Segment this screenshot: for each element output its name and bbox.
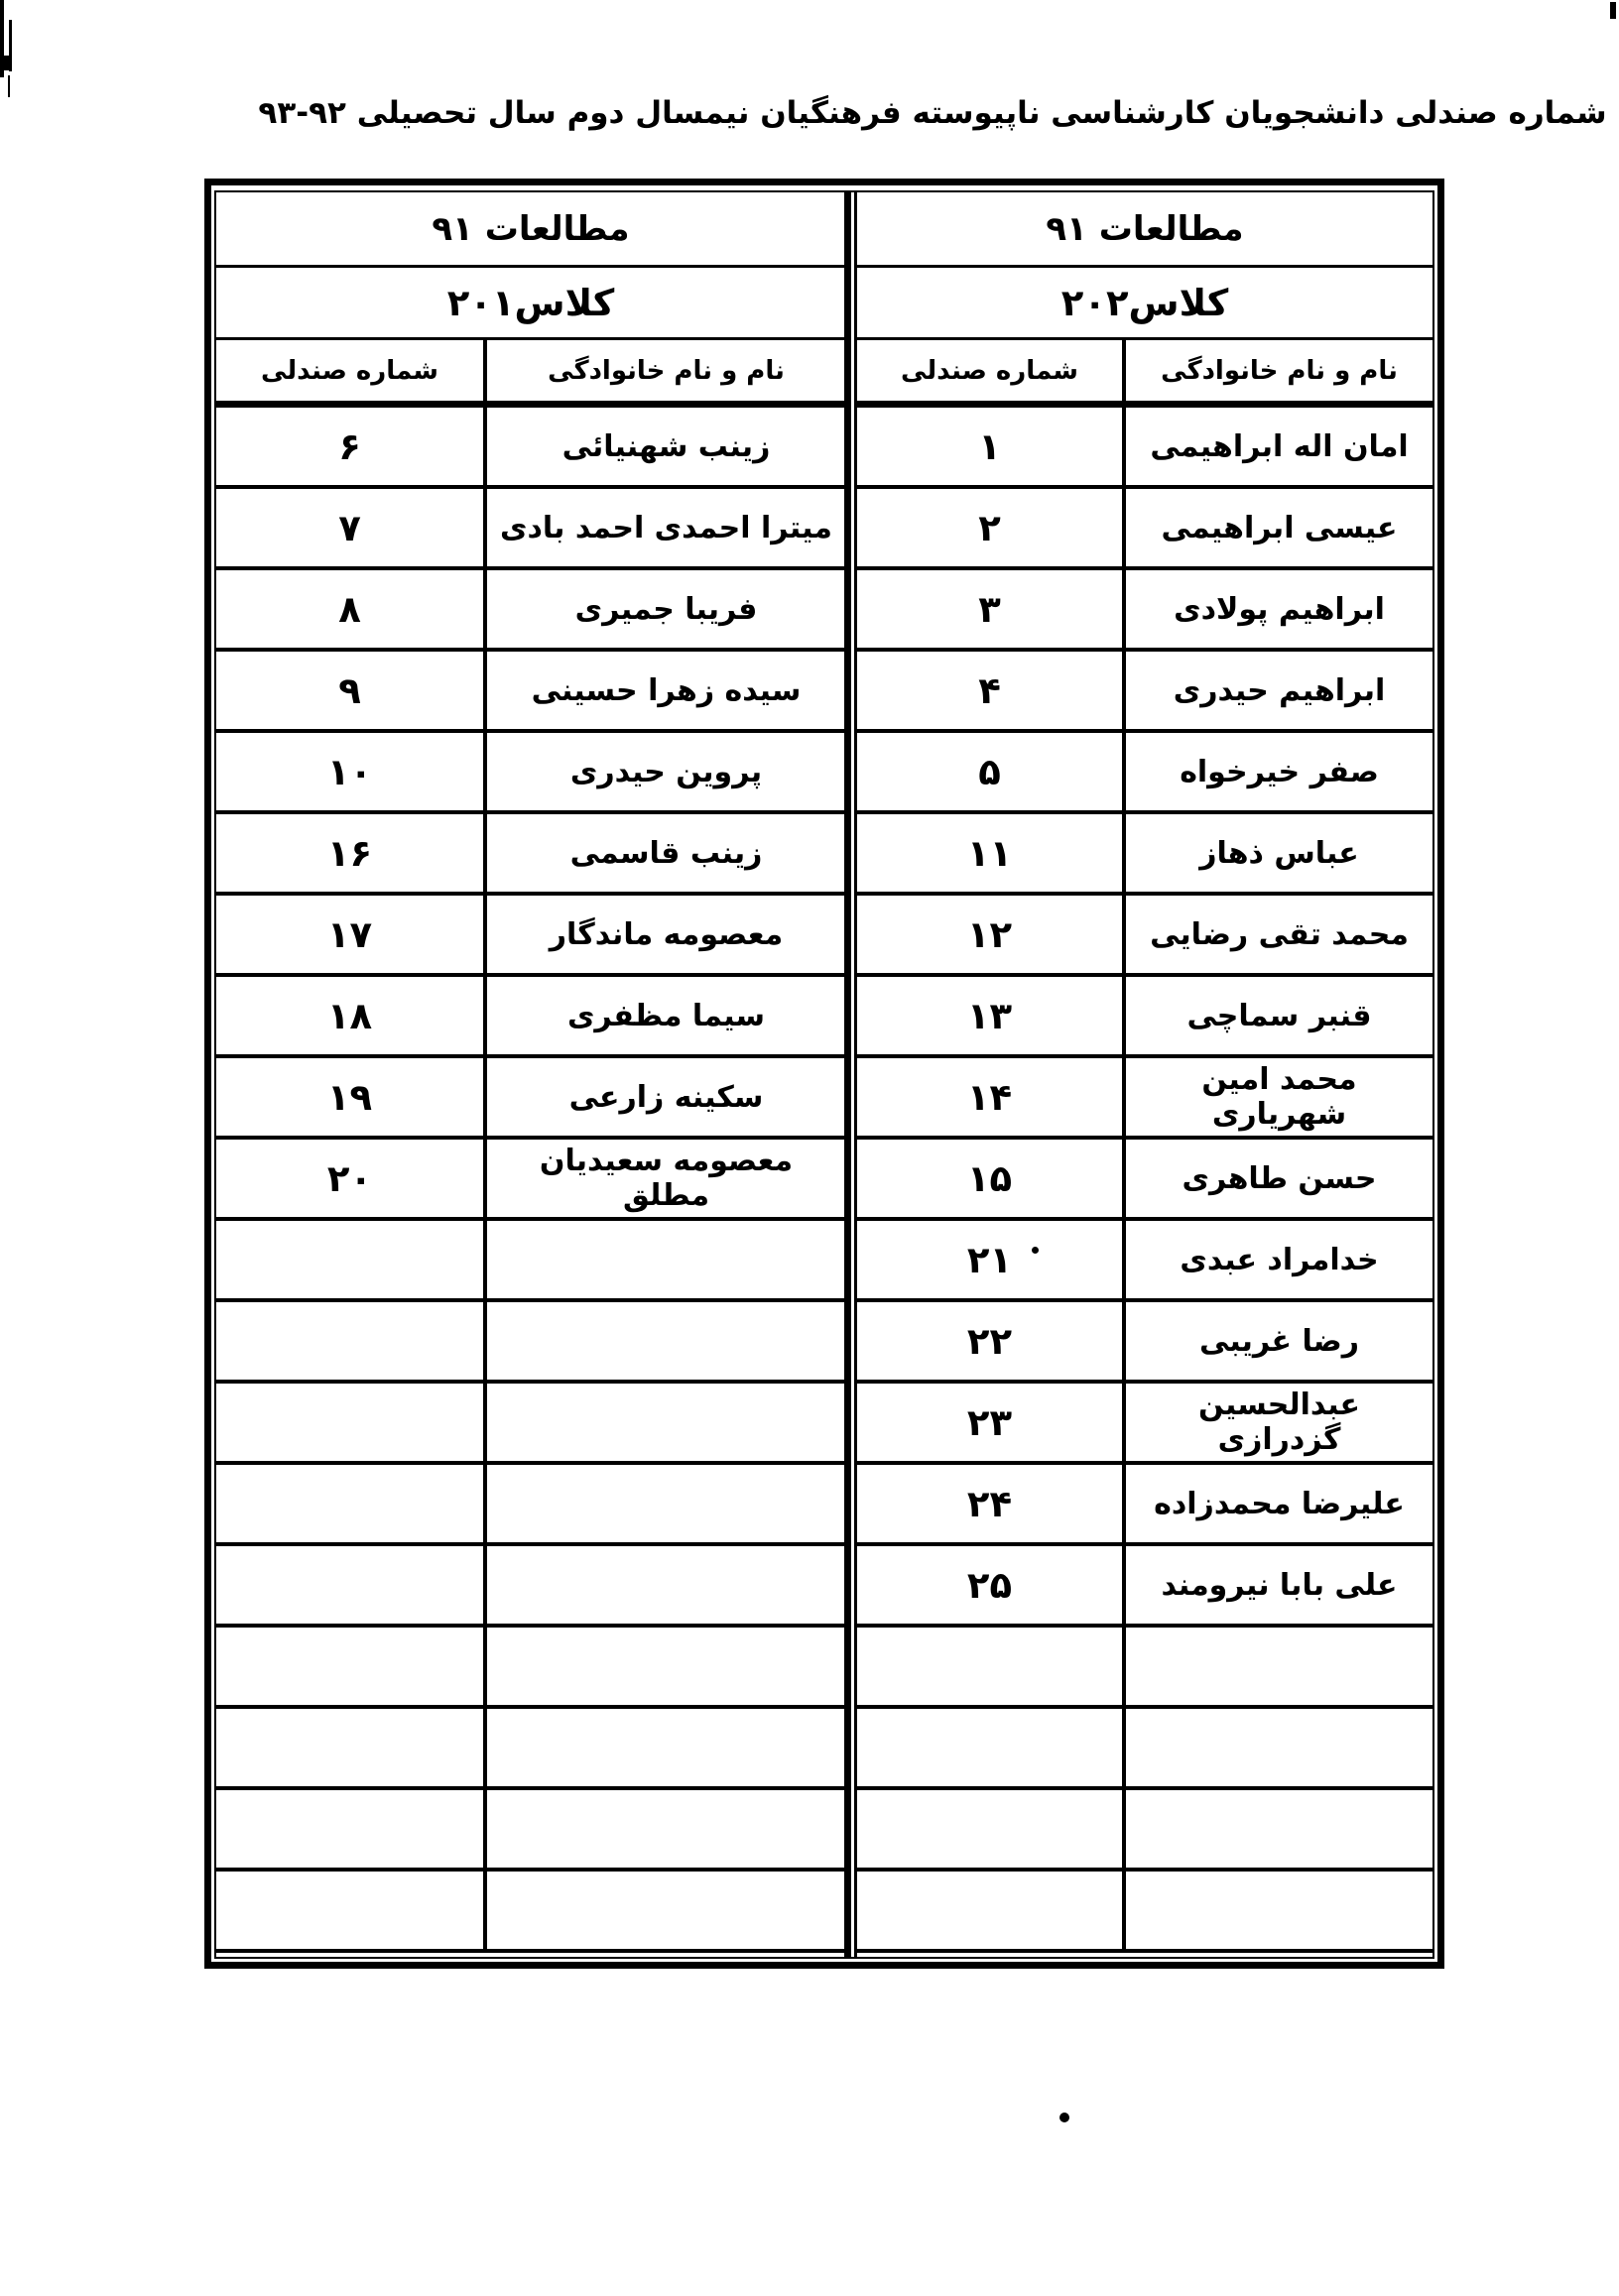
empty-table-row <box>857 1872 1432 1953</box>
seat-number-cell: ۱۲ <box>966 912 1013 956</box>
student-name-cell: سیما مظفری <box>483 977 845 1054</box>
empty-name-cell <box>483 1709 845 1786</box>
table-row <box>216 652 845 733</box>
column-header-row <box>857 340 1432 408</box>
table-row <box>857 1546 1432 1628</box>
section-class-201 <box>216 192 845 1953</box>
empty-seat-cell <box>216 1302 483 1380</box>
student-name-cell: میترا احمدی احمد بادی <box>483 489 845 566</box>
table-row <box>857 570 1432 652</box>
empty-seat-cell <box>857 1872 1122 1949</box>
student-name-cell: زینب شهنیائی <box>483 408 845 485</box>
empty-name-cell <box>483 1384 845 1461</box>
empty-seat-cell <box>216 1872 483 1949</box>
table-row <box>857 1221 1432 1302</box>
table-row <box>857 1058 1432 1140</box>
student-name-cell: فریبا جمیری <box>483 570 845 648</box>
seat-number-cell: ۷ <box>338 506 361 549</box>
empty-seat-cell <box>857 1628 1122 1705</box>
table-row <box>857 977 1432 1058</box>
empty-table-row <box>216 1546 845 1628</box>
seat-number-cell: ۲ <box>978 506 1001 549</box>
class-header: کلاس۲۰۲ <box>857 268 1432 340</box>
empty-seat-cell <box>216 1384 483 1461</box>
table-row <box>857 489 1432 570</box>
seat-number-cell: ۴ <box>978 668 1001 712</box>
seat-number-cell: ۱۵ <box>966 1156 1013 1200</box>
seat-number-cell: ۱ <box>978 424 1001 468</box>
student-name-cell: ابراهیم پولادی <box>1122 570 1432 648</box>
seat-number-cell: ۱۹ <box>326 1075 373 1119</box>
name-column-header: نام و نام خانوادگی <box>1122 340 1432 401</box>
table-row <box>857 408 1432 489</box>
empty-name-cell <box>1122 1628 1432 1705</box>
table-row <box>216 1058 845 1140</box>
name-column-header: نام و نام خانوادگی <box>483 340 845 401</box>
empty-table-row <box>216 1384 845 1465</box>
seat-number-cell: ۱۰ <box>326 750 373 793</box>
seat-number-cell: ۱۳ <box>966 994 1013 1037</box>
table-middle-divider <box>844 192 851 1957</box>
empty-name-cell <box>483 1465 845 1542</box>
empty-table-row <box>216 1790 845 1872</box>
empty-name-cell <box>483 1790 845 1868</box>
student-name-cell: زینب قاسمی <box>483 814 845 892</box>
student-name-cell: حسن طاهری <box>1122 1140 1432 1217</box>
seat-number-cell: ۲۵ <box>966 1563 1013 1607</box>
student-rows <box>857 408 1432 1628</box>
empty-seat-cell <box>216 1221 483 1298</box>
student-name-cell: امان اله ابراهیمی <box>1122 408 1432 485</box>
table-row <box>216 814 845 896</box>
empty-table-row <box>216 1872 845 1953</box>
seat-number-cell: ۳ <box>978 587 1001 631</box>
seat-number-cell: ۱۷ <box>326 912 373 956</box>
empty-table-row <box>216 1628 845 1709</box>
table-row <box>857 1465 1432 1546</box>
student-name-cell: علی بابا نیرومند <box>1122 1546 1432 1624</box>
empty-table-row <box>857 1709 1432 1790</box>
seat-number-cell: ۹ <box>338 668 361 712</box>
table-row <box>857 814 1432 896</box>
column-header-row <box>216 340 845 408</box>
seat-number-cell: ۵ <box>978 750 1001 793</box>
student-name-cell: محمد تقی رضایی <box>1122 896 1432 973</box>
table-row <box>216 570 845 652</box>
table-row <box>216 1140 845 1221</box>
student-name-cell: صفر خیرخواه <box>1122 733 1432 810</box>
empty-seat-cell <box>857 1709 1122 1786</box>
seat-number-cell: ۱۱ <box>966 831 1013 875</box>
empty-table-row <box>857 1628 1432 1709</box>
student-name-cell: قنبر سماچی <box>1122 977 1432 1054</box>
empty-rows <box>857 1628 1432 1953</box>
empty-seat-cell <box>216 1790 483 1868</box>
empty-table-row <box>216 1465 845 1546</box>
seat-number-cell: ۲۰ <box>326 1156 373 1200</box>
student-name-cell: معصومه ماندگار <box>483 896 845 973</box>
student-name-cell: سیده زهرا حسینی <box>483 652 845 729</box>
seat-number-cell: ۱۸ <box>326 994 373 1037</box>
table-row <box>216 408 845 489</box>
seat-number-cell: ۶ <box>338 424 361 468</box>
empty-table-row <box>216 1221 845 1302</box>
empty-rows <box>216 1221 845 1953</box>
table-row <box>216 733 845 814</box>
program-header: مطالعات ۹۱ <box>857 192 1432 268</box>
table-row <box>857 1384 1432 1465</box>
student-name-cell: ابراهیم حیدری <box>1122 652 1432 729</box>
empty-name-cell <box>1122 1872 1432 1949</box>
empty-name-cell <box>483 1302 845 1380</box>
empty-seat-cell <box>216 1546 483 1624</box>
empty-table-row <box>216 1709 845 1790</box>
empty-seat-cell <box>216 1709 483 1786</box>
section-class-202 <box>857 192 1432 1953</box>
student-name-cell: پروین حیدری <box>483 733 845 810</box>
empty-seat-cell <box>216 1628 483 1705</box>
table-row <box>216 896 845 977</box>
table-row <box>857 652 1432 733</box>
student-name-cell: معصومه سعیدیان مطلق <box>483 1140 845 1217</box>
table-row <box>857 896 1432 977</box>
student-name-cell: رضا غریبی <box>1122 1302 1432 1380</box>
empty-name-cell <box>1122 1709 1432 1786</box>
student-name-cell: عباس ذهاز <box>1122 814 1432 892</box>
student-name-cell: خدامراد عبدی <box>1122 1221 1432 1298</box>
seat-number-cell: ۸ <box>338 587 361 631</box>
seat-column-header: شماره صندلی <box>261 355 438 386</box>
empty-name-cell <box>483 1546 845 1624</box>
scan-artifact <box>1610 2 1616 19</box>
student-name-cell: عبدالحسین گزدرازی <box>1122 1384 1432 1461</box>
seat-number-cell: ۲۲ <box>966 1319 1013 1363</box>
seat-number-cell: ۱۶ <box>326 831 373 875</box>
table-row <box>857 1302 1432 1384</box>
student-rows <box>216 408 845 1221</box>
table-row <box>857 1140 1432 1221</box>
student-name-cell: سکینه زارعی <box>483 1058 845 1136</box>
scan-artifact <box>8 75 10 97</box>
empty-name-cell <box>483 1872 845 1949</box>
seat-column-header: شماره صندلی <box>901 355 1078 386</box>
scan-artifact <box>1032 1247 1039 1254</box>
seat-number-cell: ۲۴ <box>966 1482 1013 1525</box>
student-name-cell: علیرضا محمدزاده <box>1122 1465 1432 1542</box>
program-header: مطالعات ۹۱ <box>216 192 845 268</box>
seat-number-cell: ۱۴ <box>966 1075 1013 1119</box>
empty-seat-cell <box>857 1790 1122 1868</box>
seat-number-cell: ۲۳ <box>966 1400 1013 1444</box>
scan-artifact <box>2 56 11 70</box>
empty-table-row <box>857 1790 1432 1872</box>
seat-number-cell: ۲۱ <box>966 1238 1013 1281</box>
student-name-cell: محمد امین شهریاری <box>1122 1058 1432 1136</box>
scan-artifact <box>1059 2113 1069 2122</box>
empty-name-cell <box>483 1628 845 1705</box>
table-row <box>216 489 845 570</box>
document-title: شماره صندلی دانشجویان کارشناسی ناپیوسته فرهنگیان نیمسال دوم سال تحصیلی ۹۲-۹۳ <box>258 95 1607 131</box>
table-row <box>216 977 845 1058</box>
empty-table-row <box>216 1302 845 1384</box>
class-header: کلاس۲۰۱ <box>216 268 845 340</box>
empty-seat-cell <box>216 1465 483 1542</box>
empty-name-cell <box>1122 1790 1432 1868</box>
student-name-cell: عیسی ابراهیمی <box>1122 489 1432 566</box>
empty-name-cell <box>483 1221 845 1298</box>
table-row <box>857 733 1432 814</box>
